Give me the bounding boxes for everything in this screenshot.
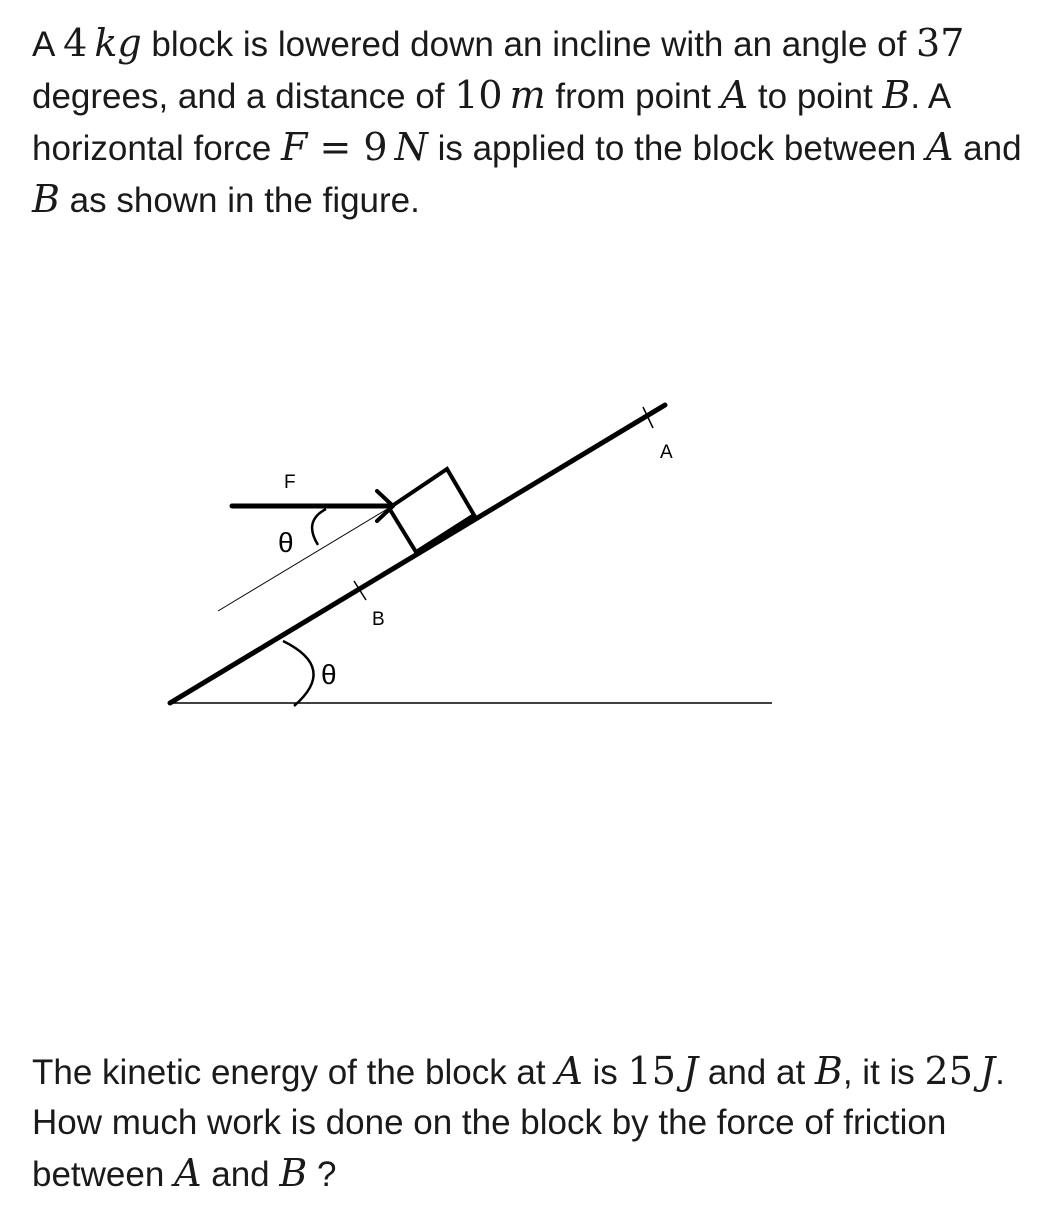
distance-value: 10 (454, 73, 503, 117)
point-a-symbol: A (174, 1151, 202, 1195)
kinetic-energy-b-value: 25 (924, 1049, 973, 1093)
point-b-symbol: B (32, 177, 60, 221)
angle-value: 37 (916, 21, 965, 65)
intro-text-6: . A horizontal force (32, 77, 950, 168)
question-statement (32, 1046, 1032, 1200)
point-b-symbol: B (882, 73, 911, 117)
intro-text-8: and (953, 129, 1022, 168)
force-value: 9 (363, 125, 388, 169)
intro-text-4: from point (545, 77, 721, 116)
question-text-4: , it is (842, 1053, 925, 1092)
block (389, 469, 474, 552)
base-theta-label: θ (321, 659, 337, 690)
intro-text-5: to point (748, 77, 883, 116)
mass-value: 4 (63, 21, 88, 65)
question-text-2: is (582, 1053, 628, 1092)
question-text-6: and (201, 1155, 280, 1194)
force-symbol: F (281, 125, 308, 169)
equals-sign: = (307, 125, 364, 169)
question-text-1: The kinetic energy of the block at (32, 1053, 556, 1092)
force-angle-arc (312, 509, 326, 545)
point-a-symbol: A (925, 125, 954, 169)
point-a-symbol: A (720, 73, 749, 117)
intro-text-7: is applied to the block between (427, 129, 926, 168)
question-text-7: ? (307, 1155, 337, 1194)
base-angle-arc (283, 641, 314, 706)
distance-unit: m (509, 73, 546, 117)
question-text-3: and at (698, 1053, 815, 1092)
energy-unit: J (979, 1049, 996, 1093)
intro-text-1: A (32, 25, 64, 64)
intro-text-2: block is lowered down an incline with an angle of (141, 25, 917, 64)
question-text-5: . How much work is done on the block by the force of friction between (32, 1053, 1005, 1194)
point-a-label: A (660, 442, 673, 463)
intro-text-9: as shown in the figure. (59, 181, 420, 220)
intro-text-3: degrees, and a distance of (32, 77, 455, 116)
force-label: F (284, 472, 296, 493)
point-b-symbol: B (814, 1049, 843, 1093)
point-b-symbol: B (279, 1151, 308, 1195)
energy-unit: J (682, 1049, 699, 1093)
incline-surface (170, 405, 665, 703)
point-a-symbol: A (555, 1049, 583, 1093)
force-unit: N (394, 125, 428, 169)
mass-unit: kg (94, 21, 142, 65)
point-b-label: B (372, 609, 385, 630)
kinetic-energy-a-value: 15 (627, 1049, 676, 1093)
force-theta-label: θ (278, 527, 294, 558)
